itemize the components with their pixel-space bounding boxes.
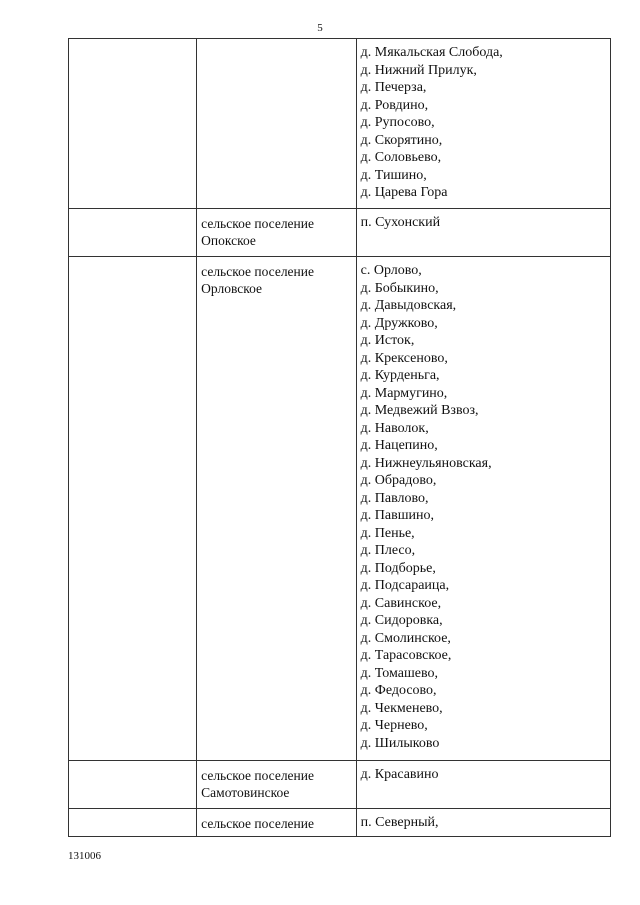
place-name: д. Рупосово, [360,115,435,130]
place-name: д. Шилыково [360,735,440,751]
place-name: д. Мармугино, [360,385,448,401]
district-cell [69,39,197,209]
district-cell [69,761,197,809]
settlement-cell [197,257,356,761]
table-row [69,257,611,761]
place-name: д. Тарасовское, [360,648,452,663]
place-name: д. Нацепино, [360,438,438,453]
place-name: д. Подсараица, [360,578,450,593]
place-name: д. Чекменево, [360,700,443,716]
settlement-cell [197,209,356,257]
place-name: д. Нижний Прилук, [360,62,477,78]
settlements-table [68,38,611,837]
settlement-name: Самотовинское [201,785,290,800]
place-name: д. Подборье, [360,560,436,576]
settlement-cell [197,761,356,809]
place-name: д. Павшино, [360,508,434,523]
place-name: д. Курденьга, [360,368,440,383]
place-name: д. Давыдовская, [360,298,457,313]
settlement-name: сельское поселение [201,216,314,231]
places-cell [356,257,610,761]
place-name: д. Царева Гора [360,185,448,200]
district-cell [69,809,197,837]
table-row [69,761,611,809]
settlement-cell [197,809,356,837]
page-number: 5 [317,22,323,34]
place-name: д. Скорятино, [360,132,443,148]
place-name: д. Савинское, [360,595,442,611]
settlement-name: сельское поселение [201,264,314,279]
place-name: д. Крексеново, [360,350,448,366]
settlement-name: сельское поселение [201,768,314,783]
table-row [69,39,611,209]
place-name: д. Сидоровка, [360,613,443,628]
places-cell [356,761,610,809]
table-row [69,209,611,257]
settlement-cell [197,39,356,209]
place-name: д. Федосово, [360,683,437,698]
place-name: с. Орлово, [360,263,422,278]
table-row [69,809,611,837]
place-name: д. Мякальская Слобода, [360,45,503,60]
place-name: д. Медвежий Взвоз, [360,403,479,418]
places-cell [356,39,610,209]
place-name: п. Сухонский [360,215,441,230]
place-name: д. Павлово, [360,490,429,506]
place-name: д. Томашево, [360,665,438,681]
district-cell [69,209,197,257]
place-name: д. Красавино [360,767,439,782]
places-cell [356,809,610,837]
place-name: д. Исток, [360,333,415,348]
place-name: д. Печерза, [360,80,427,95]
place-name: д. Тишино, [360,167,427,183]
place-name: д. Соловьево, [360,150,442,165]
place-name: д. Нижнеульяновская, [360,455,492,471]
place-name: д. Наволок, [360,420,429,436]
place-name: д. Дружково, [360,315,438,331]
place-name: д. Обрадово, [360,473,437,488]
place-name: д. Смолинское, [360,630,451,646]
place-name: п. Северный, [360,815,439,830]
district-cell [69,257,197,761]
place-name: д. Плесо, [360,543,416,558]
places-cell [356,209,610,257]
place-name: д. Пенье, [360,525,415,541]
settlement-name: Опокское [201,233,256,248]
document-code: 131006 [68,850,101,862]
place-name: д. Бобыкино, [360,280,439,296]
place-name: д. Чернево, [360,718,428,733]
settlement-name: Орловское [201,281,263,296]
place-name: д. Ровдино, [360,97,429,113]
settlement-name: сельское поселение [201,816,314,831]
